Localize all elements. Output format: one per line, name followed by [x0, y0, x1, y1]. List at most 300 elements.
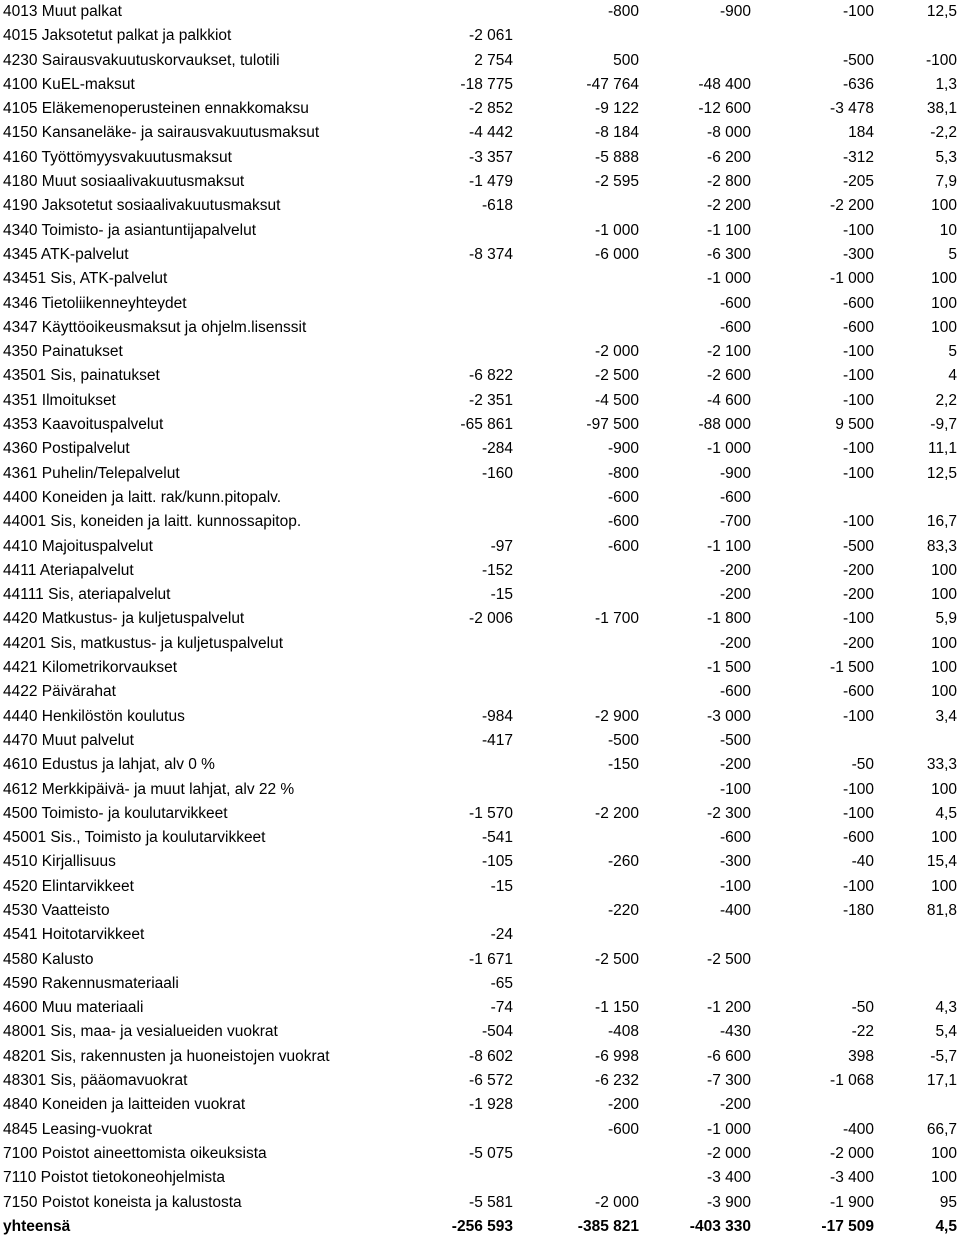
value-cell: 5: [948, 245, 957, 263]
value-cell: -1 000: [595, 221, 639, 239]
value-cell: -200: [719, 586, 751, 604]
table-row: [0, 875, 960, 899]
value-cell: [754, 486, 877, 510]
value-cell: -5 581: [469, 1193, 513, 1211]
account-name-cell: 4105 Eläkemenoperusteinen ennakkomaksu: [3, 100, 309, 118]
value-cell: 100: [931, 197, 957, 215]
table-row: [0, 996, 960, 1020]
value-cell: -500: [842, 51, 874, 69]
table-row: [0, 389, 960, 413]
value-cell: -800: [607, 3, 639, 20]
table-row: [0, 729, 960, 753]
value-cell: -600: [842, 294, 874, 312]
value-cell: -1 900: [830, 1193, 874, 1211]
account-name-cell: 4100 KuEL-maksut: [3, 75, 135, 93]
value-cell: -600: [719, 683, 751, 701]
table-row: [0, 1166, 960, 1190]
account-name-cell: 4422 Päivärahat: [3, 683, 116, 701]
value-cell: -400: [842, 1120, 874, 1138]
table-row: [0, 583, 960, 607]
value-cell: [516, 632, 642, 656]
account-name-cell: 48001 Sis, maa- ja vesialueiden vuokrat: [3, 1023, 278, 1041]
table-row: [0, 121, 960, 145]
value-cell: -9 122: [595, 100, 639, 118]
value-cell: -100: [719, 877, 751, 895]
table-row: [0, 1191, 960, 1215]
value-cell: -88 000: [698, 416, 751, 434]
value-cell: -200: [842, 634, 874, 652]
value-cell: -9,7: [930, 416, 957, 434]
value-cell: -8 000: [707, 124, 751, 142]
value-cell: -600: [719, 318, 751, 336]
value-cell: 16,7: [926, 513, 957, 531]
value-cell: -2 595: [595, 173, 639, 191]
account-name-cell: 44001 Sis, koneiden ja laitt. kunnossapitop.: [3, 513, 302, 531]
value-cell: -800: [607, 464, 639, 482]
value-cell: -1 100: [707, 221, 751, 239]
value-cell: [384, 0, 516, 24]
table-row: [0, 292, 960, 316]
value-cell: 95: [939, 1193, 957, 1211]
value-cell: -500: [842, 537, 874, 555]
value-cell: [642, 49, 754, 73]
table-row: [0, 778, 960, 802]
value-cell: [384, 632, 516, 656]
value-cell: -3 357: [469, 148, 513, 166]
value-cell: 100: [931, 1144, 957, 1162]
value-cell: 11,1: [927, 440, 957, 458]
value-cell: -100: [842, 367, 874, 385]
account-name-cell: 4612 Merkkipäivä- ja muut lahjat, alv 22 %: [3, 780, 295, 798]
value-cell: 15,4: [926, 853, 957, 871]
account-name-cell: 4610 Edustus ja lahjat, alv 0 %: [3, 756, 215, 774]
account-name-cell: 4440 Henkilöstön koulutus: [3, 707, 185, 725]
value-cell: 66,7: [926, 1120, 957, 1138]
value-cell: -220: [607, 901, 639, 919]
table-row: [0, 24, 960, 48]
value-cell: -2 800: [707, 173, 751, 191]
value-cell: -50: [851, 999, 874, 1017]
value-cell: -417: [481, 731, 513, 749]
account-name-cell: 4510 Kirjallisuus: [3, 853, 116, 871]
value-cell: [516, 826, 642, 850]
value-cell: [877, 1093, 960, 1117]
account-name-cell: 4160 Työttömyysvakuutusmaksut: [3, 148, 232, 166]
value-cell: 5: [948, 343, 957, 361]
value-cell: -2 200: [595, 804, 639, 822]
value-cell: -100: [842, 3, 874, 20]
value-cell: -160: [481, 464, 513, 482]
account-name-cell: 4500 Toimisto- ja koulutarvikkeet: [3, 804, 228, 822]
table-row: [0, 267, 960, 291]
value-cell: -2 006: [469, 610, 513, 628]
table-row: [0, 680, 960, 704]
account-name-cell: 4400 Koneiden ja laitt. rak/kunn.pitopalv.: [3, 488, 282, 506]
value-cell: -408: [607, 1023, 639, 1041]
value-cell: 100: [931, 877, 957, 895]
value-cell: [754, 948, 877, 972]
table-row: [0, 632, 960, 656]
value-cell: -600: [607, 537, 639, 555]
value-cell: -100: [842, 391, 874, 409]
table-row: [0, 1069, 960, 1093]
value-cell: -541: [481, 829, 513, 847]
value-cell: 4,3: [935, 999, 957, 1017]
value-cell: -48 400: [698, 75, 751, 93]
value-cell: -2 000: [595, 1193, 639, 1211]
value-cell: -150: [607, 756, 639, 774]
value-cell: -2 500: [707, 950, 751, 968]
table-row: [0, 73, 960, 97]
value-cell: [384, 1166, 516, 1190]
value-cell: -284: [481, 440, 513, 458]
value-cell: 2 754: [474, 51, 513, 69]
value-cell: -260: [607, 853, 639, 871]
value-cell: -6 000: [595, 245, 639, 263]
value-cell: -1 150: [595, 999, 639, 1017]
account-name-cell: 4150 Kansaneläke- ja sairausvakuutusmaksut: [3, 124, 320, 142]
value-cell: -200: [607, 1096, 639, 1114]
table-row: [0, 413, 960, 437]
account-name-cell: 4541 Hoitotarvikkeet: [3, 926, 145, 944]
value-cell: [754, 729, 877, 753]
value-cell: -5,7: [930, 1047, 957, 1065]
account-name-cell: 7100 Poistot aineettomista oikeuksista: [3, 1144, 267, 1162]
value-cell: -100: [842, 343, 874, 361]
value-cell: 2,2: [935, 391, 957, 409]
total-label: yhteensä: [3, 1217, 71, 1235]
value-cell: [516, 778, 642, 802]
value-cell: 12,5: [926, 464, 957, 482]
value-cell: -6 600: [707, 1047, 751, 1065]
value-cell: [384, 219, 516, 243]
value-cell: 100: [931, 829, 957, 847]
account-name-cell: 48301 Sis, pääomavuokrat: [3, 1072, 188, 1090]
value-cell: -3 900: [707, 1193, 751, 1211]
value-cell: 100: [931, 561, 957, 579]
value-cell: [877, 486, 960, 510]
account-name-cell: 4360 Postipalvelut: [3, 440, 130, 458]
value-cell: -2 200: [707, 197, 751, 215]
value-cell: -636: [842, 75, 874, 93]
value-cell: -200: [719, 561, 751, 579]
value-cell: -50: [851, 756, 874, 774]
value-cell: [877, 729, 960, 753]
value-cell: -600: [607, 488, 639, 506]
table-row: [0, 1118, 960, 1142]
value-cell: -900: [719, 464, 751, 482]
value-cell: -6 232: [595, 1072, 639, 1090]
value-cell: [384, 656, 516, 680]
value-cell: -100: [842, 513, 874, 531]
value-cell: -430: [719, 1023, 751, 1041]
value-cell: [384, 680, 516, 704]
value-cell: -1 100: [707, 537, 751, 555]
value-cell: -2 000: [595, 343, 639, 361]
table-row: [0, 535, 960, 559]
value-cell: -1 200: [707, 999, 751, 1017]
value-cell: -100: [842, 707, 874, 725]
value-cell: -2 061: [469, 27, 513, 45]
value-cell: [516, 292, 642, 316]
account-name-cell: 4013 Muut palkat: [3, 3, 122, 20]
account-name-cell: 4347 Käyttöoikeusmaksut ja ohjelm.lisenssit: [3, 318, 307, 336]
account-name-cell: 43451 Sis, ATK-palvelut: [3, 270, 168, 288]
account-name-cell: 4190 Jaksotetut sosiaalivakuutusmaksut: [3, 197, 281, 215]
account-name-cell: 4840 Koneiden ja laitteiden vuokrat: [3, 1096, 246, 1114]
value-cell: -22: [851, 1023, 874, 1041]
value-cell: -200: [842, 561, 874, 579]
table-row: [0, 49, 960, 73]
account-name-cell: 4180 Muut sosiaalivakuutusmaksut: [3, 173, 245, 191]
value-cell: -1 000: [707, 1120, 751, 1138]
value-cell: [516, 1166, 642, 1190]
value-cell: -2,2: [930, 124, 957, 142]
table-row: [0, 656, 960, 680]
value-cell: -1 800: [707, 610, 751, 628]
account-name-cell: 7110 Poistot tietokoneohjelmista: [3, 1169, 226, 1187]
value-cell: -2 200: [830, 197, 874, 215]
value-cell: [516, 316, 642, 340]
value-cell: -600: [607, 513, 639, 531]
value-cell: -200: [719, 756, 751, 774]
value-cell: [516, 194, 642, 218]
value-cell: -15: [490, 586, 513, 604]
table-row: [0, 219, 960, 243]
value-cell: [642, 24, 754, 48]
value-cell: [754, 972, 877, 996]
value-cell: -2 351: [469, 391, 513, 409]
value-cell: [516, 680, 642, 704]
value-cell: 100: [931, 634, 957, 652]
value-cell: -8 374: [469, 245, 513, 263]
value-cell: [516, 1142, 642, 1166]
value-cell: -5 888: [595, 148, 639, 166]
account-name-cell: 4580 Kalusto: [3, 950, 94, 968]
value-cell: -7 300: [707, 1072, 751, 1090]
value-cell: [516, 267, 642, 291]
value-cell: -984: [481, 707, 513, 725]
value-cell: [642, 972, 754, 996]
value-cell: -12 600: [698, 100, 751, 118]
value-cell: -1 000: [830, 270, 874, 288]
value-cell: -3 000: [707, 707, 751, 725]
account-name-cell: 4520 Elintarvikkeet: [3, 877, 134, 895]
value-cell: 38,1: [926, 100, 957, 118]
value-cell: [516, 972, 642, 996]
value-cell: -15: [490, 877, 513, 895]
value-cell: -5 075: [469, 1144, 513, 1162]
value-cell: [384, 899, 516, 923]
value-cell: -2 500: [595, 950, 639, 968]
value-cell: -1 570: [469, 804, 513, 822]
value-cell: [516, 923, 642, 947]
value-cell: [754, 1093, 877, 1117]
value-cell: -1 928: [469, 1096, 513, 1114]
value-cell: [384, 753, 516, 777]
value-cell: -1 671: [469, 950, 513, 968]
value-cell: -1 700: [595, 610, 639, 628]
account-name-cell: 4410 Majoituspalvelut: [3, 537, 153, 555]
table-row: [0, 972, 960, 996]
value-cell: -2 300: [707, 804, 751, 822]
value-cell: -100: [719, 780, 751, 798]
value-cell: -100: [842, 610, 874, 628]
value-cell: -1 068: [830, 1072, 874, 1090]
table-row: [0, 316, 960, 340]
value-cell: -700: [719, 513, 751, 531]
total-row: [0, 1215, 960, 1239]
value-cell: 398: [848, 1047, 874, 1065]
value-cell: -2 900: [595, 707, 639, 725]
value-cell: 9 500: [835, 416, 874, 434]
value-cell: 4,5: [935, 804, 957, 822]
value-cell: -100: [842, 440, 874, 458]
value-cell: 10: [939, 221, 957, 239]
value-cell: 5,3: [935, 148, 957, 166]
account-name-cell: 4530 Vaatteisto: [3, 901, 110, 919]
value-cell: -205: [842, 173, 874, 191]
value-cell: -1 000: [707, 440, 751, 458]
table-row: [0, 1093, 960, 1117]
account-name-cell: 4353 Kaavoituspalvelut: [3, 416, 164, 434]
value-cell: -8 184: [595, 124, 639, 142]
value-cell: 184: [848, 124, 874, 142]
table-row: [0, 1142, 960, 1166]
value-cell: -74: [490, 999, 513, 1017]
account-name-cell: 4420 Matkustus- ja kuljetuspalvelut: [3, 610, 245, 628]
value-cell: -200: [842, 586, 874, 604]
total-value: -403 330: [689, 1217, 751, 1235]
value-cell: -1 500: [707, 659, 751, 677]
table-row: [0, 705, 960, 729]
table-row: [0, 364, 960, 388]
value-cell: -300: [719, 853, 751, 871]
account-name-cell: 4230 Sairausvakuutuskorvaukset, tulotili: [3, 51, 280, 69]
value-cell: -2 000: [830, 1144, 874, 1162]
value-cell: 4: [948, 367, 957, 385]
table-row: [0, 753, 960, 777]
value-cell: -1 479: [469, 173, 513, 191]
value-cell: 100: [931, 659, 957, 677]
value-cell: [384, 292, 516, 316]
account-name-cell: 44111 Sis, ateriapalvelut: [3, 586, 171, 604]
account-name-cell: 4845 Leasing-vuokrat: [3, 1120, 153, 1138]
value-cell: -47 764: [586, 75, 639, 93]
value-cell: [754, 923, 877, 947]
value-cell: -4 442: [469, 124, 513, 142]
table-row: [0, 948, 960, 972]
value-cell: -600: [719, 488, 751, 506]
value-cell: -6 300: [707, 245, 751, 263]
total-value: 4,5: [935, 1217, 957, 1235]
value-cell: 7,9: [935, 173, 957, 191]
value-cell: -40: [851, 853, 874, 871]
value-cell: -900: [719, 3, 751, 20]
account-name-cell: 44201 Sis, matkustus- ja kuljetuspalvelut: [3, 634, 284, 652]
value-cell: -1 500: [830, 659, 874, 677]
account-name-cell: 4345 ATK-palvelut: [3, 245, 129, 263]
table-row: [0, 1020, 960, 1044]
table-row: [0, 923, 960, 947]
value-cell: -2 000: [707, 1144, 751, 1162]
value-cell: [384, 340, 516, 364]
account-name-cell: 4590 Rakennusmateriaali: [3, 974, 179, 992]
table-row: [0, 510, 960, 534]
value-cell: -4 600: [707, 391, 751, 409]
table-row: [0, 826, 960, 850]
account-name-cell: 4015 Jaksotetut palkat ja palkkiot: [3, 27, 232, 45]
value-cell: -65: [490, 974, 513, 992]
account-name-cell: 48201 Sis, rakennusten ja huoneistojen vuokrat: [3, 1047, 330, 1065]
value-cell: -312: [842, 148, 874, 166]
value-cell: -3 400: [707, 1169, 751, 1187]
value-cell: -504: [481, 1023, 513, 1041]
account-name-cell: 4470 Muut palvelut: [3, 731, 134, 749]
value-cell: -180: [842, 901, 874, 919]
value-cell: 5,9: [935, 610, 957, 628]
table-row: [0, 146, 960, 170]
value-cell: [877, 972, 960, 996]
value-cell: 1,3: [935, 75, 957, 93]
value-cell: -2 600: [707, 367, 751, 385]
value-cell: 83,3: [926, 537, 957, 555]
value-cell: -2 100: [707, 343, 751, 361]
value-cell: -8 602: [469, 1047, 513, 1065]
table-row: [0, 437, 960, 461]
total-value: -385 821: [577, 1217, 639, 1235]
value-cell: -3 478: [830, 100, 874, 118]
table-row: [0, 802, 960, 826]
value-cell: 100: [931, 586, 957, 604]
value-cell: [384, 1118, 516, 1142]
value-cell: -18 775: [460, 75, 513, 93]
value-cell: -600: [607, 1120, 639, 1138]
value-cell: -100: [842, 221, 874, 239]
value-cell: 17,1: [926, 1072, 957, 1090]
value-cell: -65 861: [460, 416, 513, 434]
account-name-cell: 7150 Poistot koneista ja kalustosta: [3, 1193, 242, 1211]
value-cell: 12,5: [926, 3, 957, 20]
table-row: [0, 462, 960, 486]
value-cell: -6 200: [707, 148, 751, 166]
value-cell: [384, 316, 516, 340]
table-row: [0, 0, 960, 24]
value-cell: 100: [931, 1169, 957, 1187]
value-cell: [516, 24, 642, 48]
account-name-cell: 4361 Puhelin/Telepalvelut: [3, 464, 180, 482]
value-cell: 3,4: [935, 707, 957, 725]
account-name-cell: 4411 Ateriapalvelut: [3, 561, 134, 579]
account-name-cell: 4346 Tietoliikenneyhteydet: [3, 294, 187, 312]
total-value: -17 509: [821, 1217, 874, 1235]
account-name-cell: 4340 Toimisto- ja asiantuntijapalvelut: [3, 221, 257, 239]
value-cell: -100: [925, 51, 957, 69]
account-name-cell: 4350 Painatukset: [3, 343, 123, 361]
value-cell: -600: [719, 294, 751, 312]
value-cell: -152: [481, 561, 513, 579]
account-name-cell: 43501 Sis, painatukset: [3, 367, 160, 385]
table-row: [0, 243, 960, 267]
value-cell: -2 852: [469, 100, 513, 118]
value-cell: [384, 510, 516, 534]
value-cell: -500: [719, 731, 751, 749]
value-cell: 100: [931, 270, 957, 288]
table-row: [0, 1045, 960, 1069]
value-cell: -6 572: [469, 1072, 513, 1090]
account-name-cell: 45001 Sis., Toimisto ja koulutarvikkeet: [3, 829, 266, 847]
table-row: [0, 486, 960, 510]
